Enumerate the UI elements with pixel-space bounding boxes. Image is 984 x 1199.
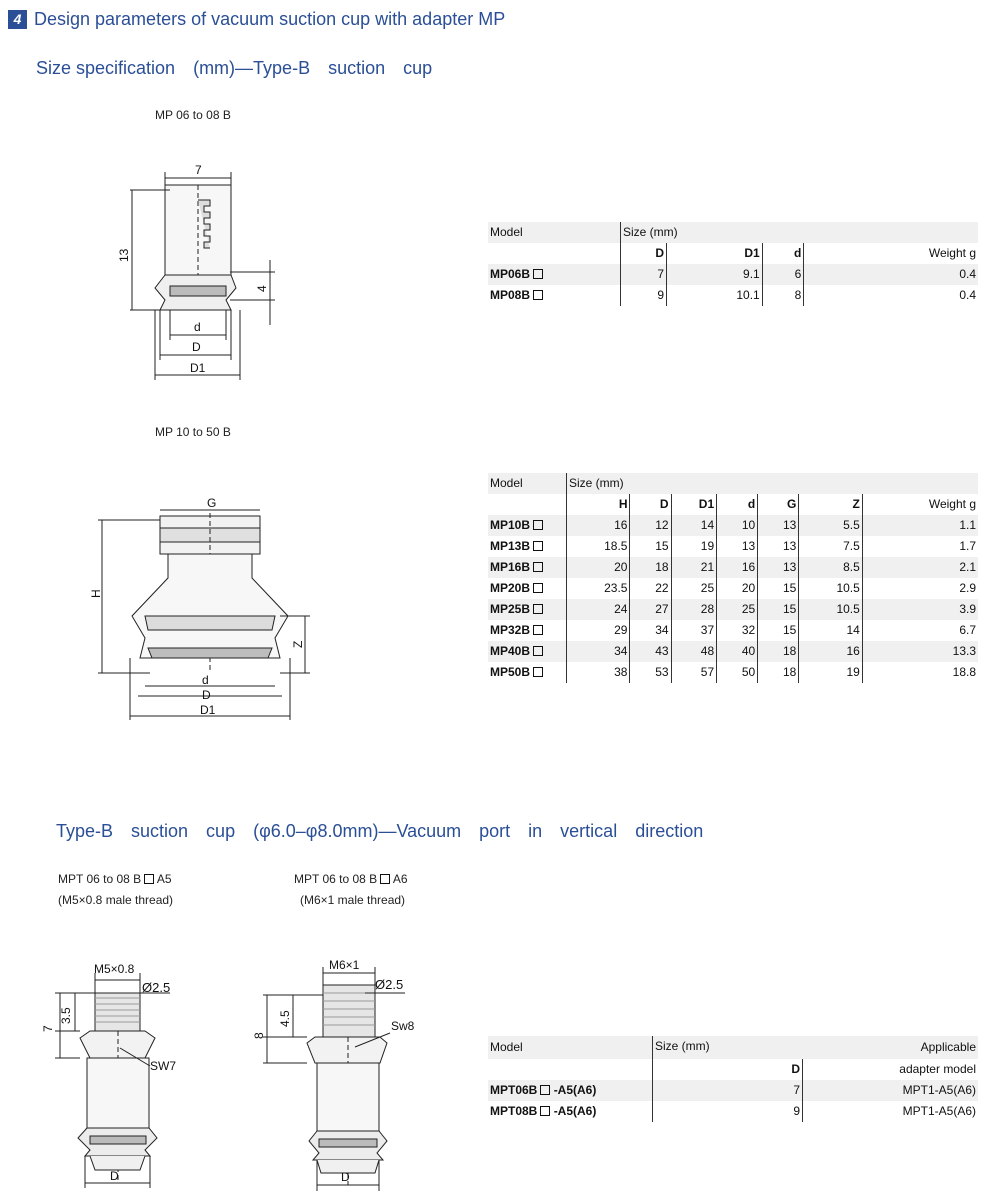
caption-mpt-a6-thread: (M6×1 male thread) bbox=[300, 893, 406, 907]
table-cell: 57 bbox=[671, 662, 717, 683]
table-cell: 15 bbox=[630, 536, 671, 557]
dim-h-label: H bbox=[89, 589, 103, 598]
placeholder-box-icon bbox=[533, 667, 543, 677]
model-suffix: -A5(A6) bbox=[553, 1104, 597, 1118]
col-header-weight: Weight g bbox=[804, 243, 978, 264]
table-row bbox=[488, 578, 978, 599]
table-cell: 23.5 bbox=[567, 578, 630, 599]
table-cell: 1.7 bbox=[862, 536, 978, 557]
table-row bbox=[488, 515, 978, 536]
spec-table-mpt bbox=[488, 1036, 978, 1122]
model-name: MP06B bbox=[490, 267, 531, 281]
table-cell: 40 bbox=[717, 641, 758, 662]
table-row bbox=[488, 641, 978, 662]
cell-adapter: MPT1-A5(A6) bbox=[803, 1101, 979, 1122]
placeholder-box-icon bbox=[540, 1085, 550, 1095]
dim-D-label: D bbox=[192, 340, 201, 354]
size-header: Size (mm) bbox=[653, 1036, 803, 1059]
dim-sw-label: SW7 bbox=[150, 1059, 177, 1073]
table-cell: 5.5 bbox=[799, 515, 862, 536]
table-cell: 37 bbox=[671, 620, 717, 641]
table-cell: 6.7 bbox=[862, 620, 978, 641]
model-header: Model bbox=[488, 1036, 653, 1059]
table-row bbox=[488, 1080, 978, 1101]
table-cell: 18 bbox=[630, 557, 671, 578]
table-row bbox=[488, 662, 978, 683]
model-name: MP16B bbox=[490, 560, 531, 574]
table-cell: 22 bbox=[630, 578, 671, 599]
table-row bbox=[488, 1101, 978, 1122]
table-cell: 18.5 bbox=[567, 536, 630, 557]
caption-mpt-a5 bbox=[58, 872, 172, 886]
placeholder-box-icon bbox=[380, 874, 390, 884]
col-header: d bbox=[717, 494, 758, 515]
section1-heading: Size specification (mm)—Type-B suction cup bbox=[36, 58, 433, 78]
table-cell: 20 bbox=[567, 557, 630, 578]
model-name: MPT06B bbox=[490, 1083, 538, 1097]
model-cell bbox=[488, 536, 567, 557]
table-cell: 16 bbox=[567, 515, 630, 536]
table-cell: 13 bbox=[717, 536, 758, 557]
adapter-header-2: adapter model bbox=[803, 1059, 979, 1080]
model-name: MPT08B bbox=[490, 1104, 538, 1118]
model-cell bbox=[488, 557, 567, 578]
table-cell: 10.5 bbox=[799, 578, 862, 599]
dim-h1-label: 3.5 bbox=[59, 1007, 73, 1024]
table-cell: 25 bbox=[671, 578, 717, 599]
table-cell: 3.9 bbox=[862, 599, 978, 620]
dim-width-label: 7 bbox=[195, 163, 202, 177]
model-name: MP32B bbox=[490, 623, 531, 637]
table-row bbox=[488, 536, 978, 557]
caption-mp10-50: MP 10 to 50 B bbox=[155, 425, 231, 439]
model-header: Model bbox=[488, 222, 621, 243]
caption-mpt-a5-model: MPT 06 to 08 B bbox=[58, 872, 142, 886]
table-cell: 14 bbox=[671, 515, 717, 536]
table-cell: 8.5 bbox=[799, 557, 862, 578]
dim-sw-label: Sw8 bbox=[391, 1019, 415, 1033]
table-cell: 7.5 bbox=[799, 536, 862, 557]
section-icon: 4 bbox=[8, 10, 27, 29]
table-cell: 34 bbox=[630, 620, 671, 641]
table-cell: 16 bbox=[799, 641, 862, 662]
table-cell: 2.1 bbox=[862, 557, 978, 578]
drawing-mp10-50 bbox=[90, 498, 320, 723]
model-header: Model bbox=[488, 473, 567, 494]
caption-mpt-a6 bbox=[294, 872, 408, 886]
table-cell: 29 bbox=[567, 620, 630, 641]
cell-weight: 0.4 bbox=[804, 285, 978, 306]
page-title: Design parameters of vacuum suction cup with adapter MP bbox=[34, 9, 506, 29]
cell-D: 7 bbox=[621, 264, 667, 285]
model-cell bbox=[488, 662, 567, 683]
table-cell: 1.1 bbox=[862, 515, 978, 536]
table-row bbox=[488, 557, 978, 578]
table-cell: 21 bbox=[671, 557, 717, 578]
table-cell: 24 bbox=[567, 599, 630, 620]
placeholder-box-icon bbox=[144, 874, 154, 884]
col-header-D: D bbox=[621, 243, 667, 264]
table-cell: 2.9 bbox=[862, 578, 978, 599]
model-cell bbox=[488, 515, 567, 536]
table-cell: 18 bbox=[758, 662, 799, 683]
table-row bbox=[488, 599, 978, 620]
col-header: H bbox=[567, 494, 630, 515]
section2-heading: Type-B suction cup (φ6.0–φ8.0mm)—Vacuum port in vertical direction bbox=[56, 821, 704, 841]
table-row bbox=[488, 620, 978, 641]
cell-d: 6 bbox=[762, 264, 804, 285]
cell-adapter: MPT1-A5(A6) bbox=[803, 1080, 979, 1101]
table-cell: 19 bbox=[799, 662, 862, 683]
dim-z-label: 4 bbox=[255, 285, 269, 292]
model-cell bbox=[488, 599, 567, 620]
table-cell: 16 bbox=[717, 557, 758, 578]
col-header: G bbox=[758, 494, 799, 515]
model-name: MP20B bbox=[490, 581, 531, 595]
model-suffix: -A5(A6) bbox=[553, 1083, 597, 1097]
table-cell: 50 bbox=[717, 662, 758, 683]
drawing-mpt-a5 bbox=[40, 958, 220, 1193]
caption-mpt-a6-suffix: A6 bbox=[392, 872, 408, 886]
dim-port-label: Ø2.5 bbox=[142, 980, 171, 995]
dim-z-label-b: Z bbox=[291, 640, 305, 648]
table-cell: 18 bbox=[758, 641, 799, 662]
table-cell: 28 bbox=[671, 599, 717, 620]
table-cell: 13 bbox=[758, 515, 799, 536]
placeholder-box-icon bbox=[533, 625, 543, 635]
table-cell: 18.8 bbox=[862, 662, 978, 683]
model-cell bbox=[488, 578, 567, 599]
spec-table-mp06-08 bbox=[488, 222, 978, 306]
model-name: MP08B bbox=[490, 288, 531, 302]
dim-thread-label: M6×1 bbox=[329, 958, 360, 972]
table-cell: 13.3 bbox=[862, 641, 978, 662]
table-cell: 15 bbox=[758, 620, 799, 641]
cell-D: 9 bbox=[653, 1101, 803, 1122]
dim-D-label-c: D bbox=[110, 1169, 119, 1183]
table-cell: 15 bbox=[758, 578, 799, 599]
size-header: Size (mm) bbox=[621, 222, 979, 243]
table-cell: 48 bbox=[671, 641, 717, 662]
table-row bbox=[488, 285, 978, 306]
table-cell: 34 bbox=[567, 641, 630, 662]
table-cell: 27 bbox=[630, 599, 671, 620]
caption-mp06-08: MP 06 to 08 B bbox=[155, 108, 231, 122]
table-cell: 13 bbox=[758, 557, 799, 578]
dim-D-label-d: D bbox=[341, 1170, 350, 1184]
cell-D: 9 bbox=[621, 285, 667, 306]
cell-d: 8 bbox=[762, 285, 804, 306]
table-cell: 25 bbox=[717, 599, 758, 620]
table-cell: 43 bbox=[630, 641, 671, 662]
dim-h2-label: 7 bbox=[41, 1025, 55, 1032]
placeholder-box-icon bbox=[533, 541, 543, 551]
placeholder-box-icon bbox=[533, 583, 543, 593]
model-cell bbox=[488, 641, 567, 662]
table-row bbox=[488, 264, 978, 285]
placeholder-box-icon bbox=[533, 604, 543, 614]
col-header: D1 bbox=[671, 494, 717, 515]
model-name: MP50B bbox=[490, 665, 531, 679]
model-cell bbox=[488, 620, 567, 641]
spec-table-mp10-50 bbox=[488, 473, 978, 683]
dim-d-label: d bbox=[194, 320, 201, 334]
drawing-mp06-08 bbox=[110, 160, 290, 385]
placeholder-box-icon bbox=[533, 520, 543, 530]
table-cell: 12 bbox=[630, 515, 671, 536]
table-cell: 53 bbox=[630, 662, 671, 683]
col-header: Weight g bbox=[862, 494, 978, 515]
dim-D-label-b: D bbox=[202, 688, 211, 702]
caption-mpt-a5-suffix: A5 bbox=[156, 872, 172, 886]
col-header: D bbox=[630, 494, 671, 515]
col-header: Z bbox=[799, 494, 862, 515]
placeholder-box-icon bbox=[533, 269, 543, 279]
model-name: MP13B bbox=[490, 539, 531, 553]
dim-h2-label: 8 bbox=[252, 1032, 266, 1039]
table-cell: 38 bbox=[567, 662, 630, 683]
col-header-D: D bbox=[653, 1059, 803, 1080]
cell-weight: 0.4 bbox=[804, 264, 978, 285]
dim-thread-label: M5×0.8 bbox=[94, 962, 135, 976]
table-cell: 14 bbox=[799, 620, 862, 641]
dim-d-label-b: d bbox=[202, 673, 209, 687]
table-cell: 15 bbox=[758, 599, 799, 620]
size-header: Size (mm) bbox=[567, 473, 979, 494]
dim-g-label: G bbox=[207, 496, 217, 510]
table-cell: 13 bbox=[758, 536, 799, 557]
table-cell: 10 bbox=[717, 515, 758, 536]
model-name: MP40B bbox=[490, 644, 531, 658]
dim-h1-label: 4.5 bbox=[278, 1010, 292, 1027]
placeholder-box-icon bbox=[540, 1106, 550, 1116]
col-header-d: d bbox=[762, 243, 804, 264]
model-name: MP10B bbox=[490, 518, 531, 532]
placeholder-box-icon bbox=[533, 562, 543, 572]
model-name: MP25B bbox=[490, 602, 531, 616]
table-cell: 20 bbox=[717, 578, 758, 599]
adapter-header-1: Applicable bbox=[803, 1036, 979, 1059]
cell-D1: 9.1 bbox=[667, 264, 763, 285]
table-cell: 32 bbox=[717, 620, 758, 641]
dim-port-label: Ø2.5 bbox=[375, 977, 404, 992]
table-cell: 10.5 bbox=[799, 599, 862, 620]
caption-mpt-a6-model: MPT 06 to 08 B bbox=[294, 872, 378, 886]
dim-D1-label: D1 bbox=[190, 361, 206, 375]
col-header-D1: D1 bbox=[667, 243, 763, 264]
placeholder-box-icon bbox=[533, 646, 543, 656]
cell-D1: 10.1 bbox=[667, 285, 763, 306]
table-cell: 19 bbox=[671, 536, 717, 557]
cell-D: 7 bbox=[653, 1080, 803, 1101]
caption-mpt-a5-thread: (M5×0.8 male thread) bbox=[58, 893, 174, 907]
dim-height-label: 13 bbox=[117, 248, 131, 262]
dim-D1-label-b: D1 bbox=[200, 703, 216, 717]
placeholder-box-icon bbox=[533, 290, 543, 300]
drawing-mpt-a6 bbox=[252, 955, 445, 1195]
